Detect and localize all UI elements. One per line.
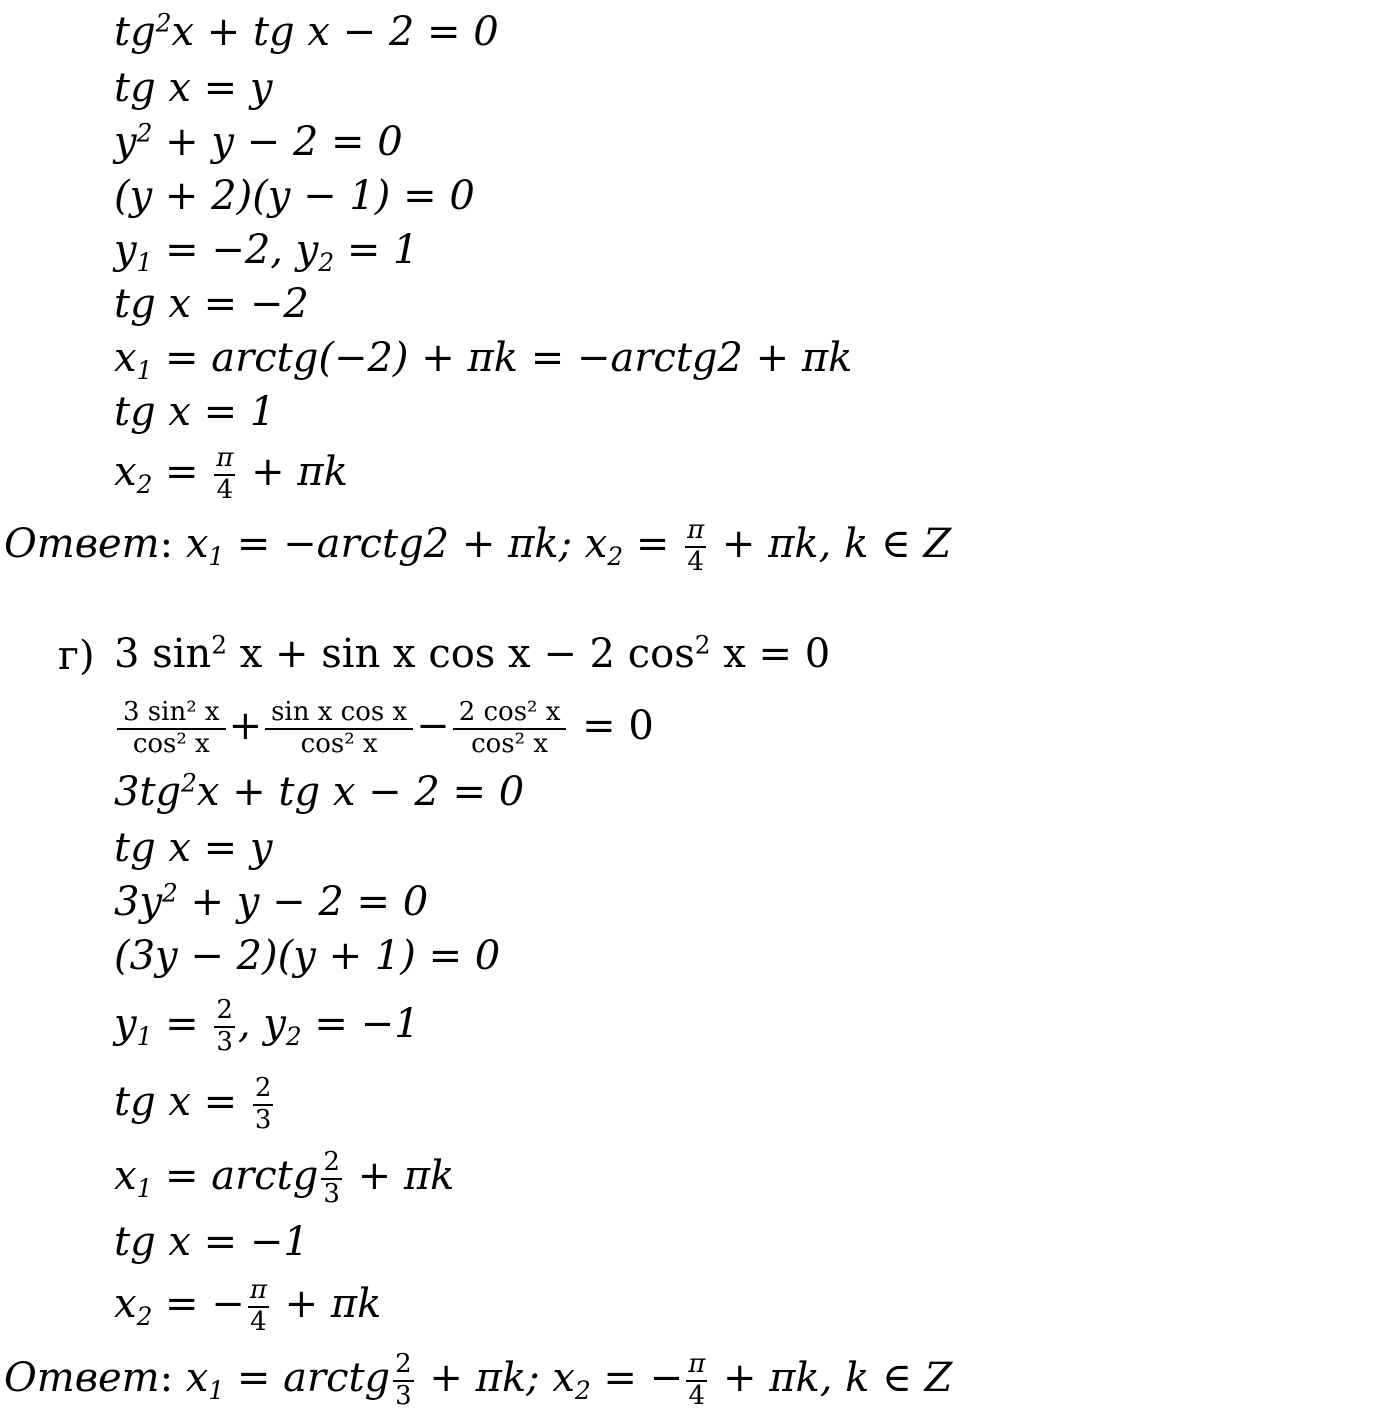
eq-g-5: $3y^2 + y - 2 = 0$	[114, 878, 429, 925]
eq-v-6: tg x = −2	[114, 281, 309, 327]
fraction: $\frac{\pi}{4}$	[249, 1275, 267, 1337]
eq-g-3: $3tg^2x$ + tg x − 2 = 0	[114, 768, 525, 815]
fraction: $\frac{2}{3}$	[216, 995, 233, 1057]
eq-g-7: y1 = $\frac{2}{3}$ , y2 = −1	[114, 995, 420, 1057]
fraction: $\frac{\text{3 sin² x}}{\text{cos² x}}$	[117, 698, 226, 760]
fraction: $\frac{2}{3}$	[323, 1147, 340, 1209]
eq-v-7: x1 = arctg(−2) + πk = −arctg2 + πk	[114, 335, 853, 385]
answer-g: Ответ: x1 = arctg $\frac{2}{3}$ + πk; x2 = − $\frac{\pi}{4}$ + πk, k ∈ Z	[4, 1349, 953, 1411]
eq-g-10: tg x = −1	[114, 1219, 309, 1265]
eq-g-2: $\frac{\text{3 sin² x}}{\text{cos² x}}$ + $\frac{\text{sin x cos x}}{\text{cos² x}}$ − $\frac{\text{2 cos² x}}{\text{cos² x}}$ = 0	[114, 698, 654, 760]
answer-v: Ответ: x1 = −arctg2 + πk; x2 = $\frac{\pi}{4}$ + πk, k ∈ Z	[4, 515, 952, 577]
eq-v-9: x2 = $\frac{\pi}{4}$ + πk	[114, 443, 348, 505]
eq-v-4: (y + 2)(y − 1) = 0	[114, 173, 475, 219]
fraction: $\frac{\text{sin x cos x}}{\text{cos² x}}$	[265, 698, 413, 760]
eq-v-5: y1 = −2, y2 = 1	[114, 227, 419, 277]
fraction: $\frac{\pi}{4}$	[687, 515, 705, 577]
eq-v-2: tg x = y	[114, 65, 273, 111]
part-g-label: г)	[58, 633, 95, 679]
eq-v-3: $y^2 + y - 2 = 0$	[114, 118, 403, 165]
fraction: $\frac{\pi}{4}$	[688, 1349, 706, 1411]
eq-v-8: tg x = 1	[114, 389, 276, 435]
eq-g-8: tg x = $\frac{2}{3}$	[114, 1073, 272, 1135]
eq-v-1: $tg^2x$ + tg x − 2 = 0	[114, 8, 499, 55]
eq-g-1: 3 $\sin^2 x + \sin x$ cos x − 2 $\cos^2 x = 0$	[114, 630, 831, 677]
fraction: $\frac{2}{3}$	[254, 1073, 272, 1135]
eq-g-9: x1 = arctg $\frac{2}{3}$ + πk	[114, 1147, 455, 1209]
fraction: $\frac{2}{3}$	[395, 1349, 412, 1411]
fraction: $\frac{\text{2 cos² x}}{\text{cos² x}}$	[453, 698, 567, 760]
eq-g-4: tg x = y	[114, 825, 273, 871]
fraction: $\frac{\pi}{4}$	[216, 443, 234, 505]
eq-g-6: (3y − 2)(y + 1) = 0	[114, 933, 501, 979]
eq-g-11: x2 = − $\frac{\pi}{4}$ + πk	[114, 1275, 382, 1337]
